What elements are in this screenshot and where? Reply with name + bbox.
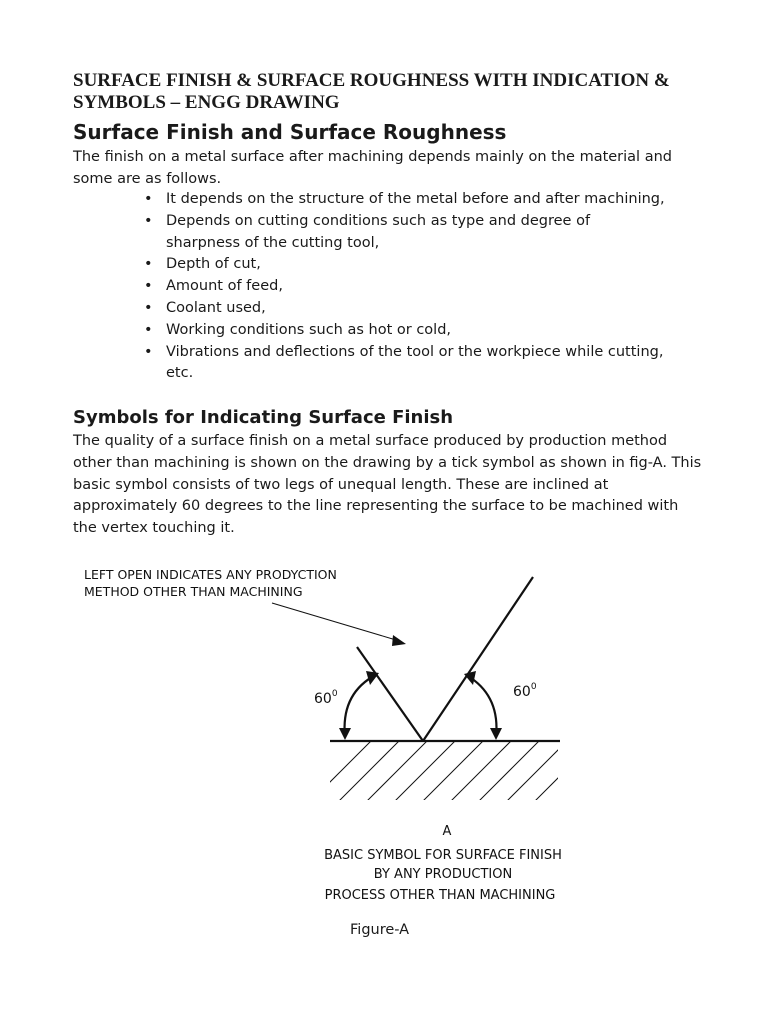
figure-caption-line3: PROCESS OTHER THAN MACHINING [324, 888, 556, 903]
list-item: • Working conditions such as hot or cold, [166, 320, 666, 342]
figure-caption-line2: BY ANY PRODUCTION [373, 867, 513, 882]
section-heading-symbols: Symbols for Indicating Surface Finish [73, 407, 454, 428]
list-item: • It depends on the structure of the metal before and after machining, [166, 189, 666, 211]
document-title: SURFACE FINISH & SURFACE ROUGHNESS WITH INDICATION & SYMBOLS – ENGG DRAWING [73, 70, 670, 113]
list-item: • Depth of cut, [166, 254, 666, 276]
tick-short-leg [357, 647, 423, 741]
list-item: • Coolant used, [166, 298, 666, 320]
figure-label: Figure-A [350, 922, 410, 938]
callout-text-line2: METHOD OTHER THAN MACHINING [84, 584, 303, 599]
list-item: • Depends on cutting conditions such as type and degree of sharpness of the cutting tool, [166, 211, 666, 255]
right-arc-arrowhead-bottom [490, 728, 502, 740]
right-angle-label: $60^0$ [513, 682, 537, 700]
symbols-paragraph: The quality of a surface finish on a metal surface produced by production method other than machining is shown on the drawing by a tick symbol as shown in fig-A. This basic symbol consists of two legs of unequal length. These are inclined at approximately 60 degrees to the line representing the surface to be machined with the vertex touching it. [73, 433, 702, 537]
surface-hatching [310, 740, 596, 802]
figure-caption-letter: A [442, 824, 452, 839]
left-angle-label: $60^0$ [314, 689, 338, 707]
figure-caption-line1: BASIC SYMBOL FOR SURFACE FINISH [324, 848, 562, 863]
left-arc-arrowhead-bottom [339, 728, 351, 740]
left-arc-arrowhead-top [366, 671, 379, 685]
leader-arrowhead [392, 635, 406, 646]
list-item: • Vibrations and deflections of the tool or the workpiece while cutting, etc. [166, 342, 666, 386]
list-item: • Amount of feed, [166, 276, 666, 298]
section-heading-surface-finish: Surface Finish and Surface Roughness [73, 120, 507, 144]
tick-long-leg [423, 577, 533, 741]
leader-line [272, 603, 396, 640]
factor-list [166, 189, 666, 385]
callout-text-line1: LEFT OPEN INDICATES ANY PRODYCTION [84, 567, 337, 582]
intro-paragraph: The finish on a metal surface after machining depends mainly on the material and some are as follows. [73, 149, 672, 187]
surface-finish-symbol-figure [0, 540, 768, 920]
